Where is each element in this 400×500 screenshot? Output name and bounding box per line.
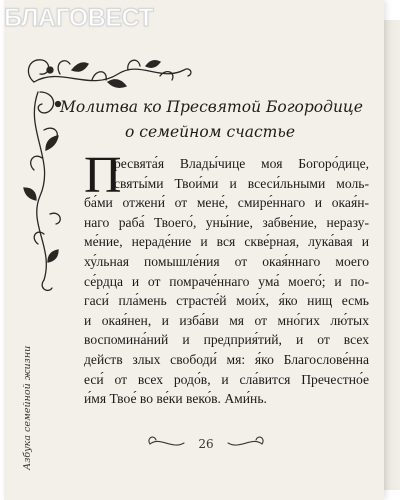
drop-capital: П bbox=[84, 147, 122, 204]
running-book-title: Азбука семейной жизни bbox=[22, 345, 33, 470]
prayer-line: ресвята́я Влады́чице моя Богоро́дице, bbox=[114, 156, 369, 171]
prayer-line: и окая́нен, и изба́ви мя от мно́гих лю́тых bbox=[84, 312, 369, 328]
prayer-line: се́рдца и от помраче́ннаго ума́ моего́; и по- bbox=[84, 273, 369, 289]
prayer-title: Молитва ко Пресвятой Богородице bbox=[60, 98, 363, 116]
prayer-line: гаси́ пла́мень страсте́й мои́х, я́ко нищ есмь bbox=[84, 293, 369, 309]
prayer-line: воспомина́ний и предприя́тий, и от всех bbox=[84, 332, 369, 348]
prayer-line: и́мя Твое́ во ве́ки веко́в. Ами́нь. bbox=[84, 391, 267, 407]
prayer-line: еси́ от всех родо́в, и сла́вится Пречестно́е bbox=[84, 371, 369, 387]
prayer-line: действ злых свободи́ мя: я́ко Благослове́нна bbox=[84, 351, 369, 367]
prayer-text bbox=[84, 154, 369, 409]
prayer-line: наго раба́ Твоего́, уны́ние, забве́ние, неразу- bbox=[84, 214, 369, 230]
prayer-line: ме́ние, нераде́ние и вся скве́рная, лука́вая и bbox=[84, 234, 369, 250]
prayer-subtitle: о семейном счастье bbox=[125, 123, 295, 141]
prayer-line: ба́ми отжени́ от мене́, смире́ннаго и окая́н- bbox=[84, 195, 369, 211]
prayer-line: святы́ми Твои́ми и всеси́льными моль- bbox=[114, 175, 369, 191]
watermark-logo: БЛАГОВЕСТ bbox=[4, 4, 154, 32]
prayer-line: ху́льная помышле́ния от окая́ннаго моего bbox=[84, 253, 369, 269]
page-number: 26 bbox=[198, 437, 214, 451]
